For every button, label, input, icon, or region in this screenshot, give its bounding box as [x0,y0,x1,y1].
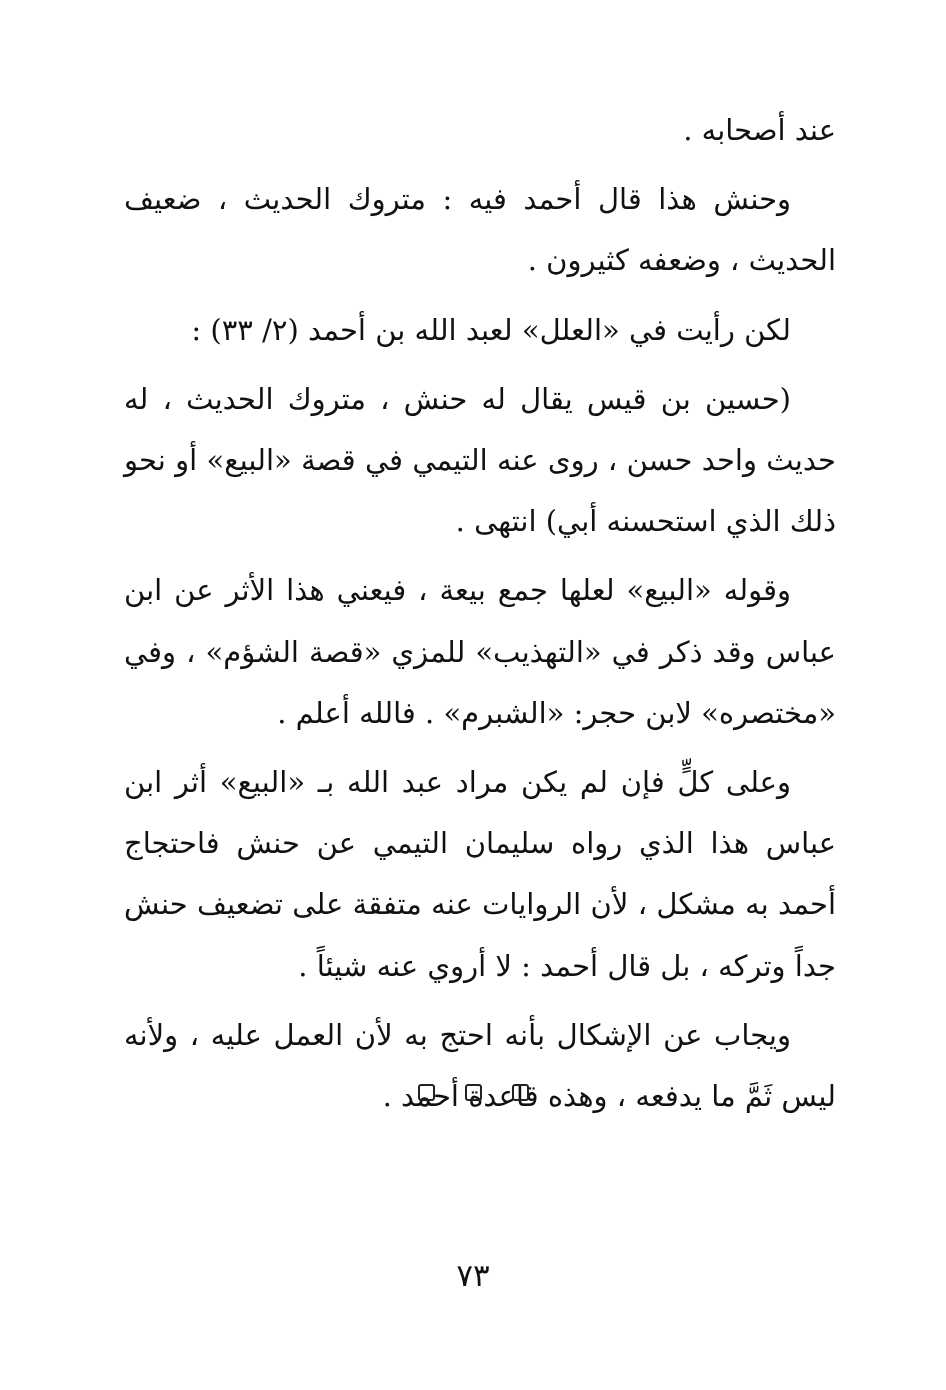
square-icon [512,1084,529,1101]
square-icon [465,1084,482,1101]
paragraph-7: ويجاب عن الإشكال بأنه احتج به لأن العمل عليه ، ولأنه ليس ثَمَّ ما يدفعه ، وهذه قاعدة أحمد . [124,1017,836,1114]
square-icon [418,1084,435,1101]
section-divider [0,1084,946,1101]
paragraph-6: وعلى كلٍّ فإن لم يكن مراد عبد الله بـ «البيع» أثر ابن عباس هذا الذي رواه سليمان التيمي عن حنش فاحتجاج أحمد به مشكل ، لأن الروايات عنه متفقة على تضعيف حنش جداً وتركه ، بل قال أحمد : لا أروي عنه شيئاً . [124,765,836,983]
paragraph-4: (حسين بن قيس يقال له حنش ، متروك الحديث ، له حديث واحد حسن ، روى عنه التيمي في قصة «البيع» أو نحو ذلك الذي استحسنه أبي) انتهى . [124,381,836,539]
page-body [124,100,836,1127]
paragraph-2: وحنش هذا قال أحمد فيه : متروك الحديث ، ضعيف الحديث ، وضعفه كثيرون . [124,182,836,278]
page-number: ٧٣ [456,1258,490,1294]
paragraph-1: عند أصحابه . [683,113,836,147]
paragraph-5: وقوله «البيع» لعلها جمع بيعة ، فيعني هذا الأثر عن ابن عباس وقد ذكر في «التهذيب» للمزي «قصة الشؤم» ، وفي «مختصره» لابن حجر: «الشبرم» . فالله أعلم . [124,573,836,730]
paragraph-3: لكن رأيت في «العلل» لعبد الله بن أحمد (٢/ ٣٣) : [191,312,791,347]
